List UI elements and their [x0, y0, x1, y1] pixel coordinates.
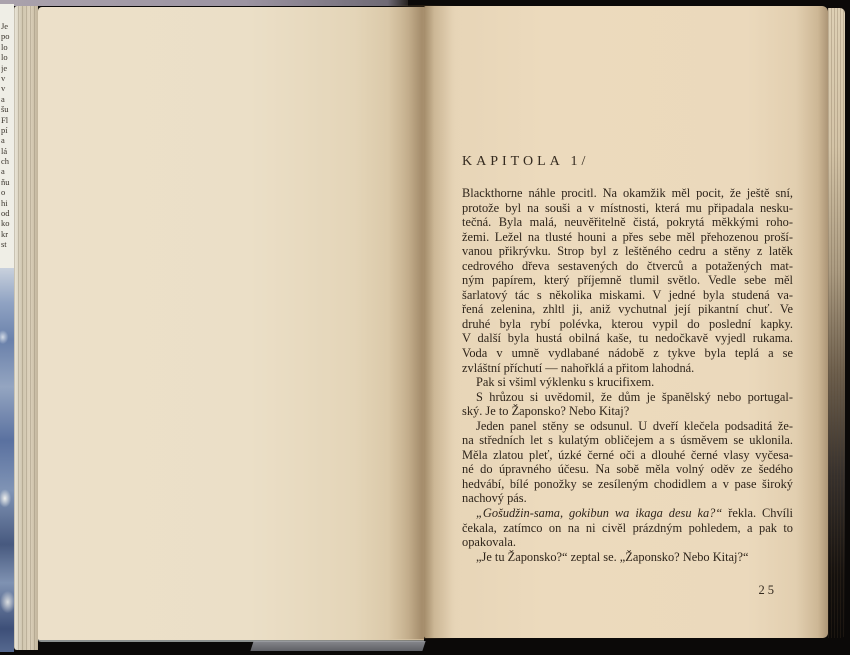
underlying-page-text	[1, 21, 14, 250]
text-run: nachový pás.	[462, 491, 527, 506]
strip-text-fragment: v	[1, 72, 6, 83]
left-page-edge-stack	[14, 6, 38, 650]
text-run: hedvábí, bílé ponožky se zesíleným chodidlem a v pase široký	[462, 476, 793, 491]
text-line	[462, 361, 793, 376]
text-line	[462, 477, 793, 492]
bottom-reflection	[250, 641, 425, 651]
text-line	[462, 375, 793, 390]
right-fore-edge-stack	[828, 8, 845, 638]
text-line	[462, 230, 793, 245]
strip-text-fragment: kr	[1, 228, 9, 239]
text-line	[462, 259, 793, 274]
strip-text-fragment: po	[1, 31, 10, 42]
strip-text-fragment: od	[1, 208, 10, 219]
text-run: zvláštní příchutí — nahořklá a přitom lahodná.	[462, 360, 695, 375]
text-line	[462, 273, 793, 288]
text-run: ným papírem, který příjemně tlumil světlo. Vedle sebe měl	[462, 273, 793, 288]
text-run: čekala, zatímco on na ni civěl prázdným pohledem, a pak to	[462, 520, 793, 535]
text-run: vanou přikrývku. Strop byl z leštěného cedru a stěny z latěk	[462, 244, 793, 259]
text-line	[462, 521, 793, 536]
text-line	[462, 535, 793, 550]
text-run: Voda v umně vydlabané nádobě z tykve byla teplá a se	[462, 346, 793, 361]
text-run: na středních let s kulatým obličejem a s úsměvem se uklonila.	[462, 433, 793, 448]
page-number: 25	[758, 583, 777, 597]
text-run: tečná. Byla malá, neuvěřitelně čistá, pokrytá měkkými roho-	[462, 215, 793, 230]
text-run: né do úpravného účesu. Na sobě měla volný oděv ze šedého	[462, 462, 793, 477]
strip-text-fragment: šu	[1, 104, 9, 115]
text-line	[462, 215, 793, 230]
italic-phrase: „Gošudžin-sama, gokibun wa ikaga desu ka?“	[476, 506, 723, 521]
left-blank-page	[38, 7, 424, 642]
text-line	[462, 201, 793, 216]
strip-text-fragment: a	[1, 93, 5, 104]
strip-text-fragment: o	[1, 187, 6, 198]
strip-text-fragment: lo	[1, 41, 8, 52]
strip-text-fragment: je	[1, 62, 8, 73]
strip-text-fragment: a	[1, 135, 5, 146]
text-line	[462, 288, 793, 303]
text-line	[462, 419, 793, 434]
strip-text-fragment: ňu	[1, 176, 10, 187]
text-line	[462, 317, 793, 332]
strip-text-fragment: a	[1, 166, 5, 177]
text-line	[462, 346, 793, 361]
strip-text-fragment: Fl	[1, 114, 9, 125]
text-line	[462, 331, 793, 346]
text-run: Jeden panel stěny se odsunul. U dveří klečela podsaditá že-	[476, 418, 793, 433]
chapter-heading: KAPITOLA 1/	[462, 154, 590, 169]
strip-text-fragment: v	[1, 83, 6, 94]
text-line	[462, 390, 793, 405]
text-line	[462, 491, 793, 506]
text-run: žemi. Ležel na tlusté houni a přes sebe měl přehozenou proší-	[462, 229, 793, 244]
strip-text-fragment: lá	[1, 145, 8, 156]
text-line	[462, 244, 793, 259]
text-run: „Je tu Žaponsko?“ zeptal se. „Žaponsko? Nebo Kitaj?“	[476, 549, 749, 564]
strip-text-fragment: ko	[1, 218, 10, 229]
strip-text-fragment: ch	[1, 156, 10, 167]
text-run: V další byla hustá obilná kaše, tu nedočkavě vyjedl rukama.	[462, 331, 793, 346]
strip-text-fragment: hi	[1, 197, 8, 208]
text-line	[462, 433, 793, 448]
table-background-strip	[0, 0, 408, 6]
text-line	[462, 462, 793, 477]
strip-text-fragment: st	[1, 239, 7, 250]
text-line	[462, 506, 793, 521]
text-run: cedrového dřeva sestavených do čtverců a potažených mat-	[462, 258, 793, 273]
text-run: řená zelenina, zhltl ji, aniž vychutnal její pikantní chuť. Ve	[462, 302, 793, 317]
strip-text-fragment: pí	[1, 124, 8, 135]
strip-text-fragment: lo	[1, 52, 8, 63]
underlying-page-sliver	[0, 4, 14, 652]
text-run: Měla zlatou pleť, úzké černé oči a dlouhé černé vlasy vyčesa-	[462, 447, 793, 462]
text-run: protože byl na souši a v místnosti, která mu připadala nesku-	[462, 200, 793, 215]
right-page	[424, 6, 828, 638]
text-run: S hrůzou si uvědomil, že dům je španělský nebo portugal-	[476, 389, 793, 404]
text-line	[462, 404, 793, 419]
underlying-page-illustration	[0, 268, 14, 652]
text-run: řekla. Chvíli	[722, 506, 793, 521]
text-line	[462, 448, 793, 463]
text-line	[462, 302, 793, 317]
text-line	[462, 550, 793, 565]
text-run: Pak si všiml výklenku s krucifixem.	[476, 375, 655, 390]
text-run: ský. Je to Žaponsko? Nebo Kitaj?	[462, 404, 630, 419]
text-run: Blackthorne náhle procitl. Na okamžik měl pocit, že ještě sní,	[462, 186, 793, 200]
body-text	[462, 186, 793, 564]
strip-text-fragment: Je	[1, 21, 9, 31]
text-line	[462, 186, 793, 201]
text-block	[462, 153, 793, 564]
text-run: šarlatový tác s několika miskami. V jedné byla studená va-	[462, 287, 793, 302]
text-run: druhé byla rybí polévka, kterou vypil do poslední kapky.	[462, 316, 793, 331]
text-run: opakovala.	[462, 535, 517, 550]
